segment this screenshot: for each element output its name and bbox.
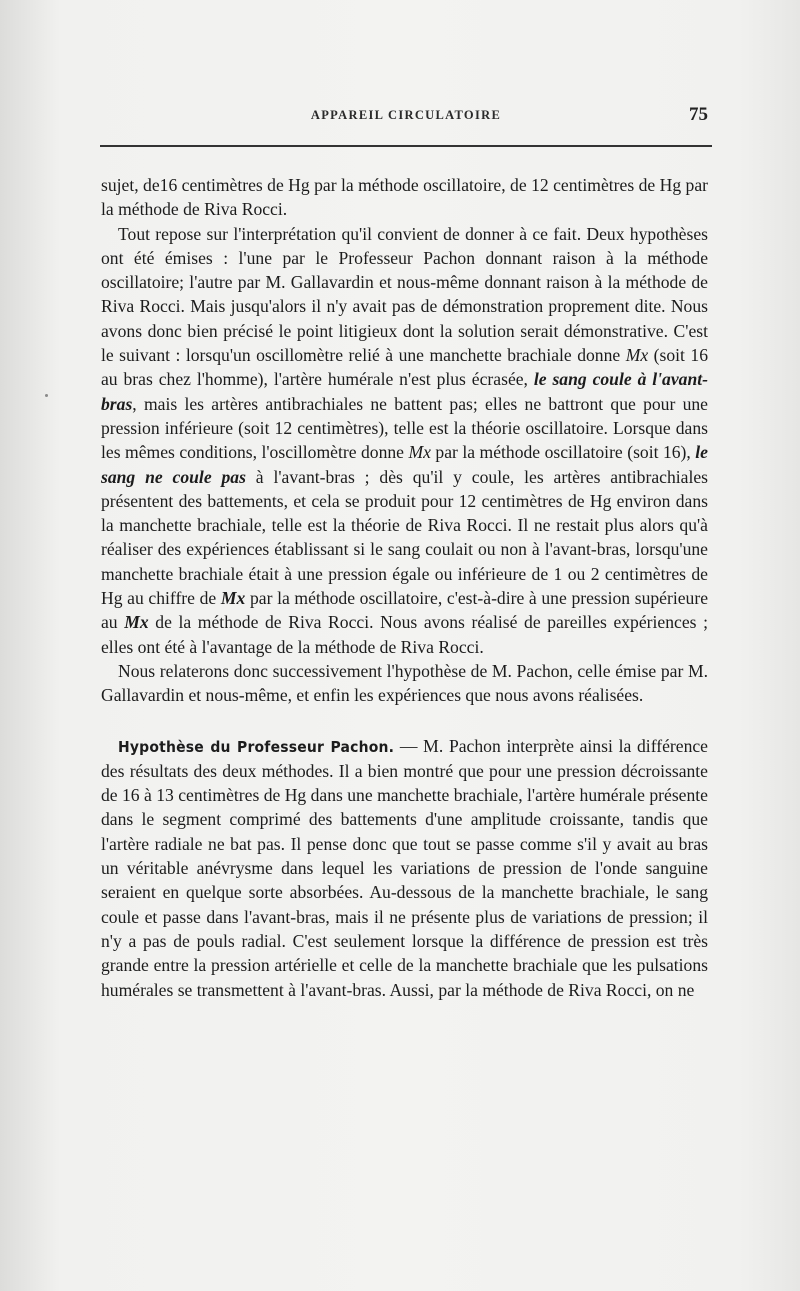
bold-italic-mx: Mx	[220, 588, 246, 609]
text-run: de la méthode de Riva Rocci. Nous avons réalisé de pareilles expériences ; elles ont été à l'avantage de la méthode de Riva Rocci.	[101, 612, 708, 657]
emphasis-sang-coule: le sang coule à l'avant-bras	[101, 369, 708, 414]
text-run: (soit 16 au bras chez l'homme), l'artère humérale n'est plus écrasée,	[101, 345, 709, 390]
paper-speck	[45, 394, 48, 397]
paragraph-outline: Nous relaterons donc successivement l'hypothèse de M. Pachon, celle émise par M. Gallavardin et nous-même, et enfin les expériences que nous avons réalisées.	[101, 660, 708, 706]
paragraph-interpretation	[101, 222, 708, 659]
text-run: par la méthode oscillatoire, c'est-à-dire à une pression supérieure au	[101, 588, 708, 633]
text-run: Tout repose sur l'interprétation qu'il convient de donner à ce fait. Deux hypothèses ont été émises : l'une par le Professeur Pachon donnant raison à la méthode oscillatoire; l'autre par M. Gallavardin et nous-même donnant raison à la méthode de Riva Rocci. Mais jusqu'alors il n'y avait pas de démonstration proprement dite. Nous avons donc bien précisé le point litigieux dont la solution serait démonstrative. C'est le suivant : lorsqu'un oscillomètre relié à une manchette brachiale donne	[101, 223, 708, 366]
paragraph-continuation: sujet, de16 centimètres de Hg par la méthode oscillatoire, de 12 centimètres de Hg par la méthode de Riva Rocci.	[101, 175, 708, 220]
text-run: , mais les artères antibrachiales ne battent pas; elles ne battront que pour une pression inférieure (soit 12 centimètres), telle est la théorie oscillatoire. Lorsque dans les mêmes conditions, l'oscillomètre donne	[101, 393, 708, 463]
emphasis-sang-ne-coule-pas: le sang ne coule pas	[101, 442, 708, 487]
paragraph-pachon-hypothesis	[101, 734, 708, 1002]
page-header	[100, 106, 712, 132]
section-heading: Hypothèse du Professeur Pachon.	[118, 737, 395, 756]
header-rule	[100, 145, 712, 147]
text-run: — M. Pachon interprète ainsi la différence des résultats des deux méthodes. Il a bien montré que pour une pression décroissante de 16 à 13 centimètres de Hg dans une manchette brachiale, l'artère humérale présente dans le segment comprimé des battements d'une amplitude croissante, tandis que l'artère radiale ne bat pas. Il pense donc que tout se passe comme s'il y avait au bras un véritable anévrysme dans lequel les variations de pression de l'onde sanguine seraient en quelque sorte absorbées. Au-dessous de la manchette brachiale, le sang coule et passe dans l'avant-bras, mais il ne présente plus de variations de pression; il n'y a pas de pouls radial. C'est seulement lorsque la différence de pression est très grande entre la pression artérielle et celle de la manchette brachiale que les pulsations humérales se transmettent à l'avant-bras. Aussi, par la méthode de Riva Rocci, on ne	[101, 735, 708, 1000]
text-run: par la méthode oscillatoire (soit 16),	[430, 442, 696, 463]
page-number: 75	[689, 104, 708, 125]
body-text	[101, 173, 708, 1002]
italic-mx: Mx	[408, 442, 431, 463]
text-run: à l'avant-bras ; dès qu'il y coule, les artères antibrachiales présentent des battements, et cela se produit pour 12 centimètres de Hg environ dans la manchette brachiale, telle est la théorie de Riva Rocci. Il ne restait plus alors qu'à réaliser des expériences établissant si le sang coulait ou non à l'avant-bras, lorsqu'une manchette brachiale était à une pression égale ou inférieure de 1 ou 2 centimètres de Hg au chiffre de	[101, 466, 708, 609]
italic-mx: Mx	[625, 345, 649, 366]
running-title: APPAREIL CIRCULATOIRE	[310, 108, 502, 122]
bold-italic-mx: Mx	[124, 612, 149, 633]
